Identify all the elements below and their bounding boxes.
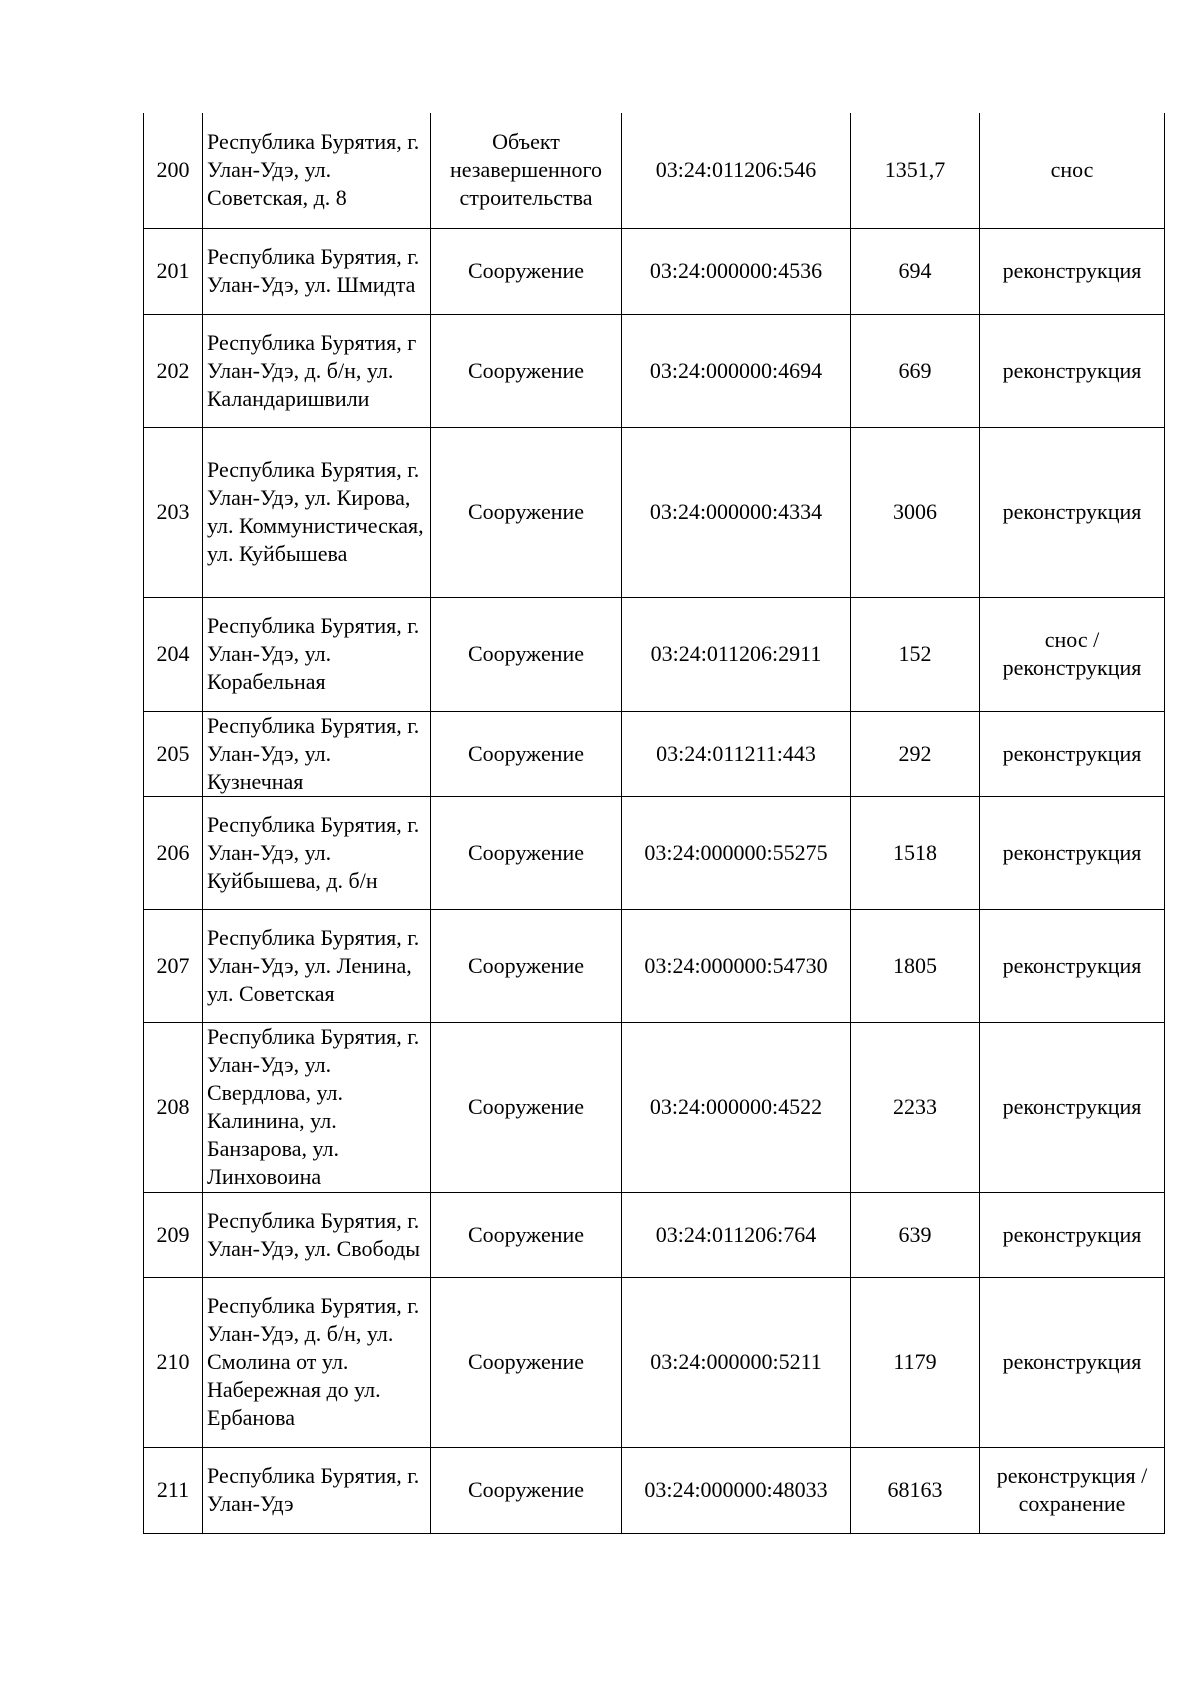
- cadastral-number-cell: 03:24:000000:4694: [622, 314, 851, 427]
- objects-table: [143, 113, 1165, 1534]
- action-cell: реконструкция: [980, 427, 1165, 597]
- action-cell: реконструкция: [980, 314, 1165, 427]
- object-type-cell: Сооружение: [431, 1022, 622, 1192]
- address-cell: Республика Бурятия, г. Улан-Удэ, ул. Куйбышева, д. б/н: [203, 796, 431, 909]
- action-cell: снос: [980, 113, 1165, 228]
- cadastral-number-cell: 03:24:000000:4334: [622, 427, 851, 597]
- action-cell: реконструкция: [980, 796, 1165, 909]
- address-cell: Республика Бурятия, г. Улан-Удэ, ул. Свободы: [203, 1192, 431, 1277]
- row-number-cell: 210: [144, 1277, 203, 1447]
- object-type-cell: Сооружение: [431, 228, 622, 314]
- object-type-cell: Сооружение: [431, 1192, 622, 1277]
- table-row: [144, 597, 1165, 711]
- row-number-cell: 201: [144, 228, 203, 314]
- row-number-cell: 207: [144, 909, 203, 1022]
- area-cell: 292: [851, 711, 980, 796]
- object-type-cell: Сооружение: [431, 909, 622, 1022]
- action-cell: снос / реконструкция: [980, 597, 1165, 711]
- table-row: [144, 1447, 1165, 1533]
- area-cell: 694: [851, 228, 980, 314]
- area-cell: 1351,7: [851, 113, 980, 228]
- action-cell: реконструкция: [980, 1277, 1165, 1447]
- table-row: [144, 427, 1165, 597]
- table-row: [144, 1192, 1165, 1277]
- action-cell: реконструкция: [980, 711, 1165, 796]
- address-cell: Республика Бурятия, г. Улан-Удэ, д. б/н, ул. Смолина от ул. Набережная до ул. Ербанова: [203, 1277, 431, 1447]
- cadastral-number-cell: 03:24:000000:5211: [622, 1277, 851, 1447]
- object-type-cell: Сооружение: [431, 427, 622, 597]
- area-cell: 639: [851, 1192, 980, 1277]
- area-cell: 3006: [851, 427, 980, 597]
- address-cell: Республика Бурятия, г. Улан-Удэ, ул. Ленина, ул. Советская: [203, 909, 431, 1022]
- area-cell: 669: [851, 314, 980, 427]
- object-type-cell: Объект незавершенного строительства: [431, 113, 622, 228]
- action-cell: реконструкция: [980, 228, 1165, 314]
- object-type-cell: Сооружение: [431, 597, 622, 711]
- address-cell: Республика Бурятия, г. Улан-Удэ, ул. Кузнечная: [203, 711, 431, 796]
- area-cell: 1805: [851, 909, 980, 1022]
- cadastral-number-cell: 03:24:011211:443: [622, 711, 851, 796]
- object-type-cell: Сооружение: [431, 796, 622, 909]
- cadastral-number-cell: 03:24:011206:546: [622, 113, 851, 228]
- address-cell: Республика Бурятия, г. Улан-Удэ, ул. Свердлова, ул. Калинина, ул. Банзарова, ул. Линховоина: [203, 1022, 431, 1192]
- row-number-cell: 204: [144, 597, 203, 711]
- area-cell: 1179: [851, 1277, 980, 1447]
- area-cell: 2233: [851, 1022, 980, 1192]
- table-row: [144, 228, 1165, 314]
- address-cell: Республика Бурятия, г. Улан-Удэ, ул. Корабельная: [203, 597, 431, 711]
- address-cell: Республика Бурятия, г. Улан-Удэ, ул. Шмидта: [203, 228, 431, 314]
- table-row: [144, 909, 1165, 1022]
- action-cell: реконструкция: [980, 1022, 1165, 1192]
- cadastral-number-cell: 03:24:000000:55275: [622, 796, 851, 909]
- cadastral-number-cell: 03:24:000000:54730: [622, 909, 851, 1022]
- row-number-cell: 206: [144, 796, 203, 909]
- action-cell: реконструкция: [980, 1192, 1165, 1277]
- row-number-cell: 203: [144, 427, 203, 597]
- object-type-cell: Сооружение: [431, 711, 622, 796]
- address-cell: Республика Бурятия, г Улан-Удэ, д. б/н, ул. Каландаришвили: [203, 314, 431, 427]
- area-cell: 68163: [851, 1447, 980, 1533]
- table-row: [144, 113, 1165, 228]
- row-number-cell: 208: [144, 1022, 203, 1192]
- address-cell: Республика Бурятия, г. Улан-Удэ, ул. Советская, д. 8: [203, 113, 431, 228]
- cadastral-number-cell: 03:24:011206:2911: [622, 597, 851, 711]
- table-row: [144, 314, 1165, 427]
- action-cell: реконструкция / сохранение: [980, 1447, 1165, 1533]
- object-type-cell: Сооружение: [431, 1277, 622, 1447]
- row-number-cell: 205: [144, 711, 203, 796]
- cadastral-number-cell: 03:24:000000:48033: [622, 1447, 851, 1533]
- row-number-cell: 202: [144, 314, 203, 427]
- address-cell: Республика Бурятия, г. Улан-Удэ: [203, 1447, 431, 1533]
- object-type-cell: Сооружение: [431, 314, 622, 427]
- table-row: [144, 711, 1165, 796]
- cadastral-number-cell: 03:24:011206:764: [622, 1192, 851, 1277]
- table-row: [144, 1277, 1165, 1447]
- object-type-cell: Сооружение: [431, 1447, 622, 1533]
- row-number-cell: 209: [144, 1192, 203, 1277]
- area-cell: 1518: [851, 796, 980, 909]
- action-cell: реконструкция: [980, 909, 1165, 1022]
- table-row: [144, 796, 1165, 909]
- address-cell: Республика Бурятия, г. Улан-Удэ, ул. Кирова, ул. Коммунистическая, ул. Куйбышева: [203, 427, 431, 597]
- table-row: [144, 1022, 1165, 1192]
- row-number-cell: 211: [144, 1447, 203, 1533]
- row-number-cell: 200: [144, 113, 203, 228]
- cadastral-number-cell: 03:24:000000:4522: [622, 1022, 851, 1192]
- cadastral-number-cell: 03:24:000000:4536: [622, 228, 851, 314]
- area-cell: 152: [851, 597, 980, 711]
